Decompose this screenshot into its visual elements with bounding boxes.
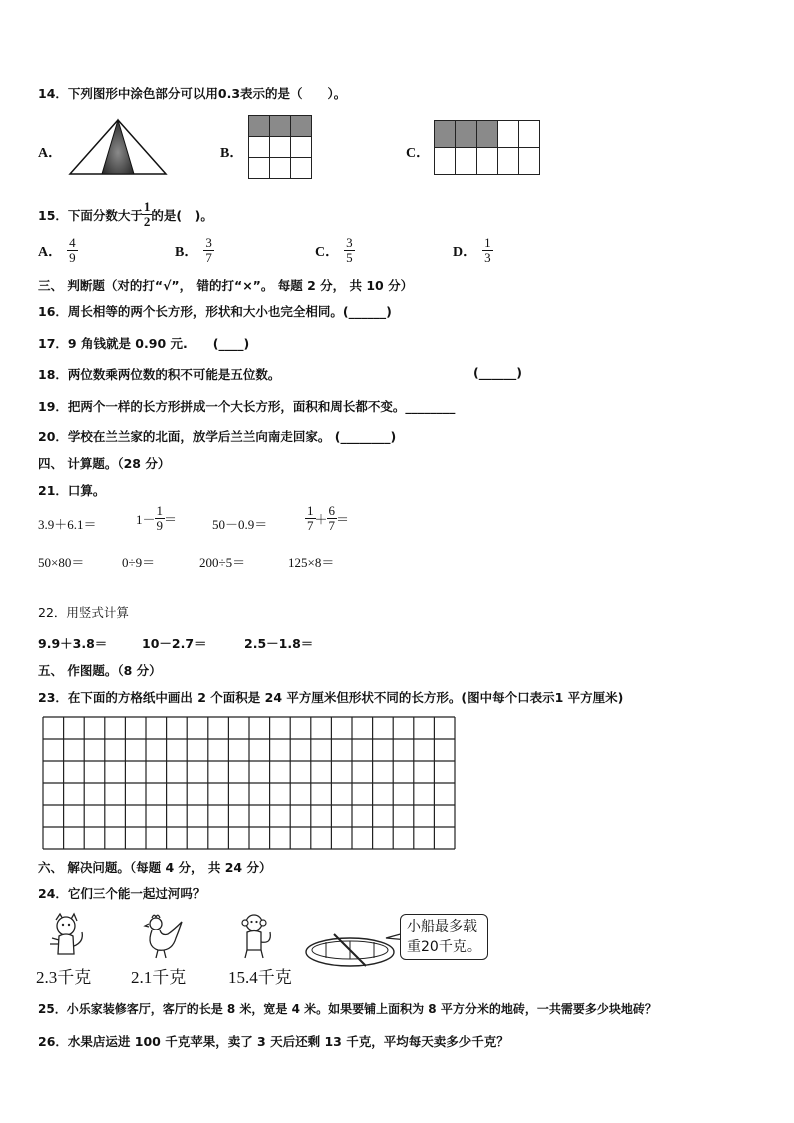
q15-option-a — [38, 236, 77, 265]
question-16: 16．周长相等的两个长方形，形状和大小也完全相同。(______) — [38, 304, 392, 319]
question-14-stem: 14．下列图形中涂色部分可以用0.3表示的是（ ）。 — [38, 86, 347, 101]
rooster-icon — [138, 912, 186, 960]
q15-option-b-den: 7 — [205, 250, 212, 265]
q21-item-3: 50－0.9＝ — [212, 517, 268, 532]
q21-item-2-den: 9 — [156, 518, 164, 533]
q14-option-b-label: B． — [220, 146, 244, 161]
q21-item-2-post: ＝ — [164, 512, 178, 527]
q21-item-4-den1: 7 — [307, 518, 314, 533]
q21-item-4 — [306, 504, 349, 533]
q15-option-d-fraction — [483, 236, 492, 265]
q15-stem-frac-den: 2 — [143, 214, 151, 229]
q15-option-a-den: 9 — [69, 250, 76, 265]
q22-item-1: 9.9＋3.8＝ — [38, 636, 108, 651]
q15-option-d-label: D． — [453, 244, 478, 260]
rooster-weight: 2.1千克 — [131, 968, 187, 987]
q21-item-5: 50×80＝ — [38, 555, 85, 570]
q14-option-c-grid — [434, 120, 540, 175]
speech-line-1: 小船最多载 — [407, 919, 477, 935]
q15-option-b — [175, 236, 213, 265]
monkey-icon — [234, 912, 278, 960]
q21-item-4-den2: 7 — [328, 518, 336, 533]
q15-stem-frac-num: 1 — [143, 199, 151, 214]
section-3-heading: 三、 判断题（对的打“√”， 错的打“×”。 每题 2 分， 共 10 分） — [38, 278, 414, 293]
question-23-stem: 23．在下面的方格纸中画出 2 个面积是 24 平方厘米但形状不同的长方形。(图中每个口表示1 平方厘米) — [38, 690, 624, 705]
q14-option-a-label: A． — [38, 146, 63, 161]
speech-bubble — [400, 914, 488, 960]
q23-square-grid[interactable] — [42, 716, 456, 850]
q14-option-b-grid — [248, 115, 312, 179]
q15-stem-after: 的是( )。 — [151, 207, 213, 223]
q21-item-6: 0÷9＝ — [122, 555, 156, 570]
q15-option-d — [453, 236, 492, 265]
boat-icon — [304, 932, 396, 972]
q21-item-4-op: ＋ — [314, 512, 328, 527]
q21-item-4-fraction-1 — [306, 504, 315, 533]
question-22-stem: 22．用竖式计算 — [38, 605, 129, 620]
q21-item-4-num1: 1 — [307, 503, 314, 518]
q15-option-a-label: A． — [38, 244, 63, 260]
q21-item-4-fraction-2 — [328, 504, 337, 533]
q21-item-2-num: 1 — [156, 503, 164, 518]
q15-option-d-den: 3 — [484, 250, 491, 265]
speech-line-2: 重20千克。 — [407, 939, 481, 955]
q21-item-4-post: ＝ — [336, 512, 350, 527]
question-20: 20．学校在兰兰家的北面，放学后兰兰向南走回家。 (________) — [38, 429, 397, 444]
question-17: 17．9 角钱就是 0.90 元. (____) — [38, 336, 250, 351]
q21-item-2-fraction — [156, 504, 165, 533]
q15-option-b-fraction — [204, 236, 213, 265]
question-21-stem: 21．口算。 — [38, 483, 106, 498]
q21-item-8: 125×8＝ — [288, 555, 335, 570]
q15-option-a-num: 4 — [69, 235, 76, 250]
question-24-stem: 24．它们三个能一起过河吗？ — [38, 886, 206, 901]
q21-item-1: 3.9＋6.1＝ — [38, 517, 97, 532]
q15-option-a-fraction — [68, 236, 77, 265]
q15-option-b-num: 3 — [205, 235, 212, 250]
section-6-heading: 六、 解决问题。（每题 4 分， 共 24 分） — [38, 860, 272, 875]
cat-weight: 2.3千克 — [36, 968, 92, 987]
q15-option-d-num: 1 — [484, 235, 491, 250]
question-19: 19．把两个一样的长方形拼成一个大长方形，面积和周长都不变。________ — [38, 399, 456, 414]
q21-item-4-num2: 6 — [328, 503, 336, 518]
section-5-heading: 五、 作图题。（8 分） — [38, 663, 162, 678]
section-4-heading: 四、 计算题。（28 分） — [38, 456, 171, 471]
q14-option-c-label: C． — [406, 146, 431, 161]
q22-item-2: 10－2.7＝ — [142, 636, 207, 651]
question-18: 18．两位数乘两位数的积不可能是五位数。 — [38, 367, 281, 382]
monkey-weight: 15.4千克 — [228, 968, 292, 987]
q15-option-b-label: B． — [175, 244, 199, 260]
q22-item-3: 2.5－1.8＝ — [244, 636, 314, 651]
cat-icon — [44, 912, 88, 960]
q15-option-c-num: 3 — [346, 235, 353, 250]
q21-item-7: 200÷5＝ — [199, 555, 246, 570]
q14-option-a-triangle — [68, 118, 168, 176]
q15-option-c-den: 5 — [346, 250, 353, 265]
question-25: 25．小乐家装修客厅，客厅的长是 8 米，宽是 4 米。如果要铺上面积为 8 平方分米的地砖，一共需要多少块地砖？ — [38, 1002, 657, 1016]
q15-option-c-fraction — [345, 236, 354, 265]
q15-option-c-label: C． — [315, 244, 340, 260]
q21-item-2-pre: 1－ — [136, 512, 156, 527]
q21-item-2 — [136, 504, 177, 533]
question-15-stem — [38, 200, 213, 229]
q15-stem-fraction — [143, 200, 152, 229]
question-18-blank: (______) — [473, 365, 522, 380]
q15-stem-before: 15．下面分数大于 — [38, 207, 143, 223]
q15-option-c — [315, 236, 354, 265]
question-26: 26．水果店运进 100 千克苹果，卖了 3 天后还剩 13 千克，平均每天卖多少千克？ — [38, 1034, 509, 1049]
